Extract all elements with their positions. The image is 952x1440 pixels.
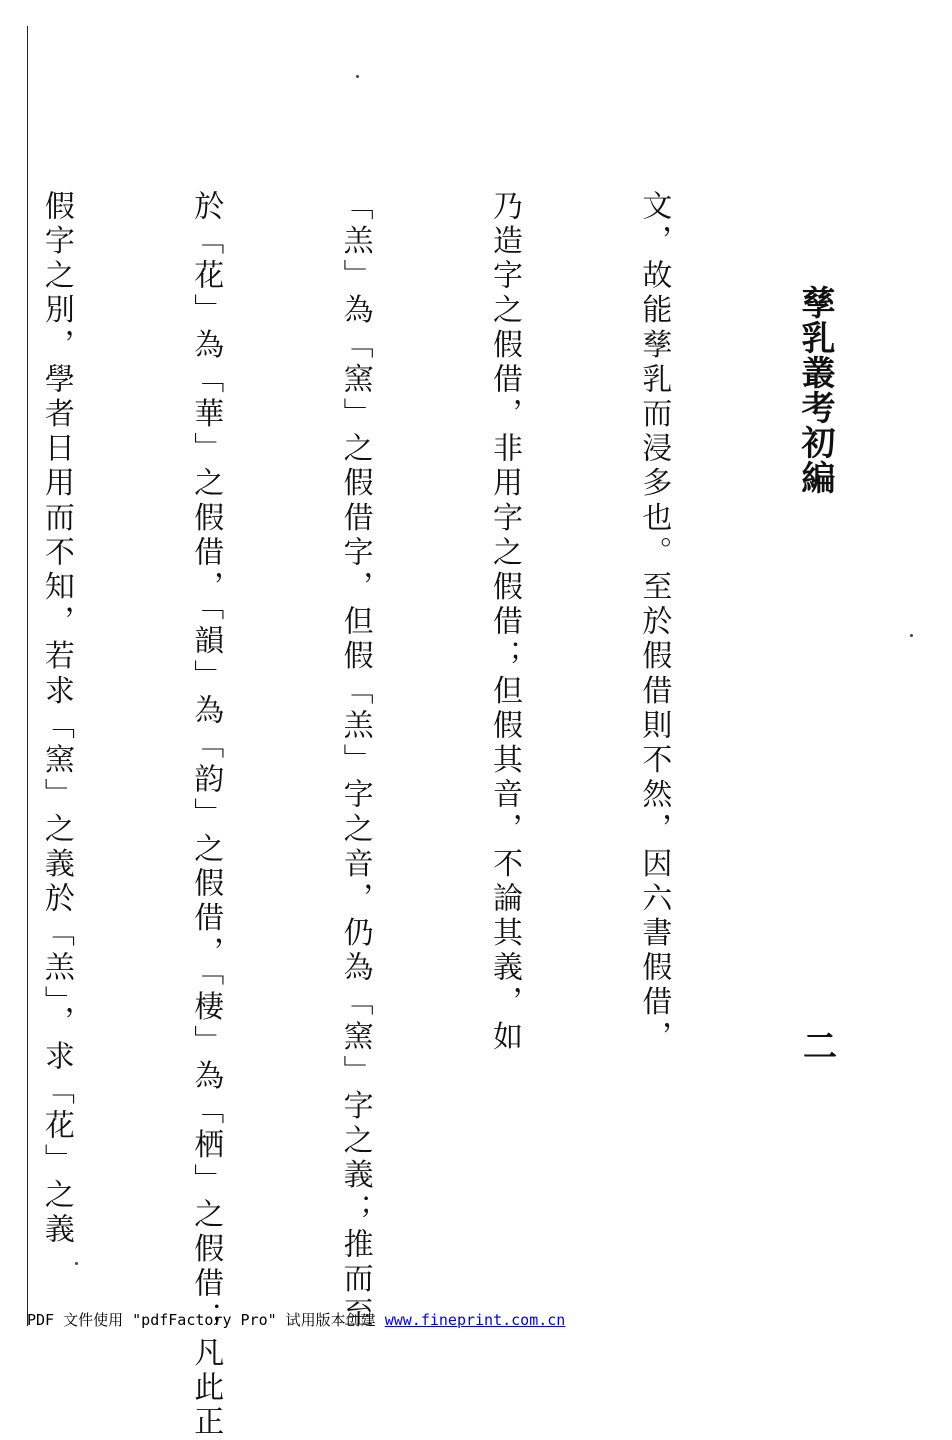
- text-column-3: 「羔」為「窯」之假借字，但假「羔」字之音，仍為「窯」字之義；推而至: [337, 190, 373, 1332]
- text-column-1: 文，故能孳乳而浸多也。至於假借則不然，因六書假借，: [636, 190, 672, 1055]
- scan-speck: [910, 634, 913, 637]
- pdf-footer: [27, 1310, 565, 1330]
- page-number: 二: [803, 1027, 837, 1067]
- page-header-title: 孳乳叢考初編: [795, 285, 835, 495]
- footer-text: PDF 文件使用 "pdfFactory Pro" 试用版本创建: [27, 1311, 385, 1329]
- text-column-4: 於「花」為「華」之假借，「韻」為「韵」之假借，「棲」為「栖」之假借；凡此正: [188, 190, 224, 1440]
- scan-speck: [75, 1262, 78, 1265]
- text-column-5: 假字之別，學者日用而不知，若求「窯」之義於「羔」，求「花」之義: [38, 190, 74, 1248]
- scan-speck: [356, 75, 359, 78]
- footer-link[interactable]: www.fineprint.com.cn: [384, 1311, 566, 1329]
- text-column-2: 乃造字之假借，非用字之假借；但假其音，不論其義，如: [487, 190, 523, 1055]
